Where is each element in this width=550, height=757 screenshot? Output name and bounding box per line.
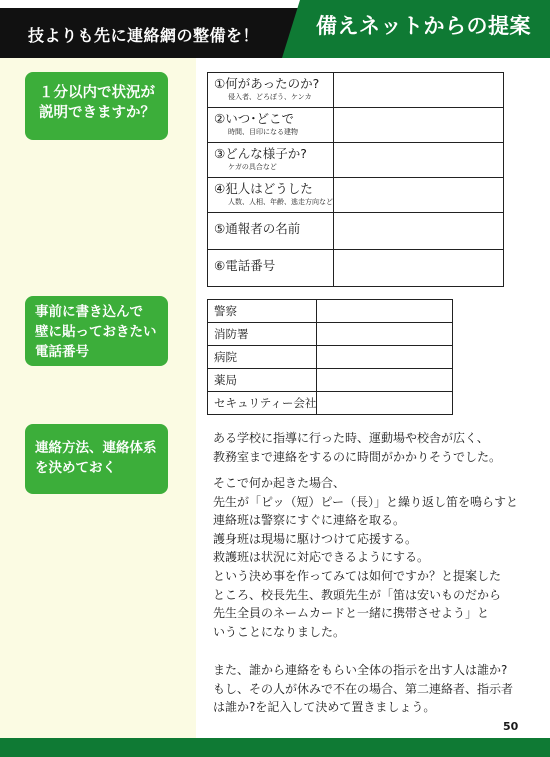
body-paragraph [213,661,513,717]
situation-label: ③どんな様子か? [214,146,307,161]
table-row [208,213,504,250]
table-row [208,300,453,323]
situation-hint: ケガの具合など [228,163,277,171]
body-paragraph [213,474,518,641]
header-right-title: 備えネットからの提案 [316,14,531,38]
phone-label: 病院 [208,346,317,369]
table-row [208,108,504,143]
page-number: 50 [503,720,519,733]
situation-label-cell [208,143,334,178]
text-line: そこで何か起きた場合、 [213,476,346,490]
table-row [208,143,504,178]
phone-label: 消防署 [208,323,317,346]
text-line: 先生全員のネームカードと一緒に携帯させよう」と [213,606,490,621]
footer-bar [0,738,550,757]
situation-label-cell [208,108,334,143]
body-paragraph [213,429,501,466]
phone-label: 薬局 [208,369,317,392]
phone-label: セキュリティー会社 [208,392,317,415]
situation-answer-cell[interactable] [334,73,504,108]
situation-answer-cell[interactable] [334,250,504,287]
section3-badge [25,424,168,494]
situation-label: ④犯人はどうした [214,181,313,196]
situation-label: ⑤通報者の名前 [214,221,301,236]
phone-entry-cell[interactable] [317,300,453,323]
text-line: また、誰から連絡をもらい全体の指示を出す人は誰か? [213,663,508,677]
section1-badge [25,72,168,140]
text-line: もし、その人が休みで不在の場合、第二連絡者、指示者 [213,681,514,696]
situation-hint: 侵入者、どろぼう、ケンカ [228,93,312,101]
phone-number-table [207,299,453,415]
text-line: は誰か?を記入して決めて置きましょう。 [213,700,436,715]
sidebar-background [0,58,196,738]
section2-badge-line: 壁に貼っておきたい [35,324,157,340]
section2-badge [25,296,168,366]
text-line: 護身班は現場に駆けつけて応援する。 [213,531,418,546]
section3-badge-line: を決めておく [35,460,116,476]
situation-label-cell [208,178,334,213]
situation-answer-cell[interactable] [334,108,504,143]
table-row [208,392,453,415]
section3-badge-line: 連絡方法、連絡体系 [35,440,157,456]
text-line: ところ、校長先生、教頭先生が「笛は安いものだから [213,587,502,602]
text-line: 連絡班は警察にすぐに連絡を取る。 [213,513,406,528]
situation-label-cell [208,213,334,250]
situation-label-cell [208,250,334,287]
text-line: 教務室まで連絡をするのに時間がかかりそうでした。 [213,449,502,464]
table-row [208,73,504,108]
phone-entry-cell[interactable] [317,392,453,415]
table-row [208,346,453,369]
situation-hint: 人数、人相、年齢、逃走方向など [228,198,333,206]
phone-entry-cell[interactable] [317,323,453,346]
situation-table [207,72,504,287]
section1-badge-line: １分以内で状況が [39,85,155,101]
header-left-title: 技よりも先に連絡網の整備を！ [28,26,260,45]
text-line: 救護班は状況に対応できるようにする。 [213,550,430,565]
text-line: という決め事を作ってみては如何ですか？と提案した [213,568,502,583]
text-line: いうことになりました。 [213,624,346,639]
situation-answer-cell[interactable] [334,143,504,178]
table-row [208,250,504,287]
situation-answer-cell[interactable] [334,213,504,250]
situation-label: ⑥電話番号 [214,258,276,273]
section2-badge-line: 事前に書き込んで [35,304,143,320]
situation-label-cell [208,73,334,108]
table-row [208,178,504,213]
phone-entry-cell[interactable] [317,369,453,392]
situation-hint: 時間、目印になる建物 [228,128,298,136]
section1-badge-line: 説明できますか？ [39,105,155,121]
situation-answer-cell[interactable] [334,178,504,213]
text-line: ある学校に指導に行った時、運動場や校舎が広く、 [213,431,489,445]
page-header [0,0,550,58]
table-row [208,323,453,346]
table-row [208,369,453,392]
situation-label: ①何があったのか? [214,76,320,91]
situation-label: ②いつ･どこで [214,111,294,126]
section2-badge-line: 電話番号 [35,344,89,360]
phone-label: 警察 [208,300,317,323]
text-line: 先生が「ピッ（短）ピー（長）」と繰り返し笛を鳴らすと [213,494,519,509]
phone-entry-cell[interactable] [317,346,453,369]
